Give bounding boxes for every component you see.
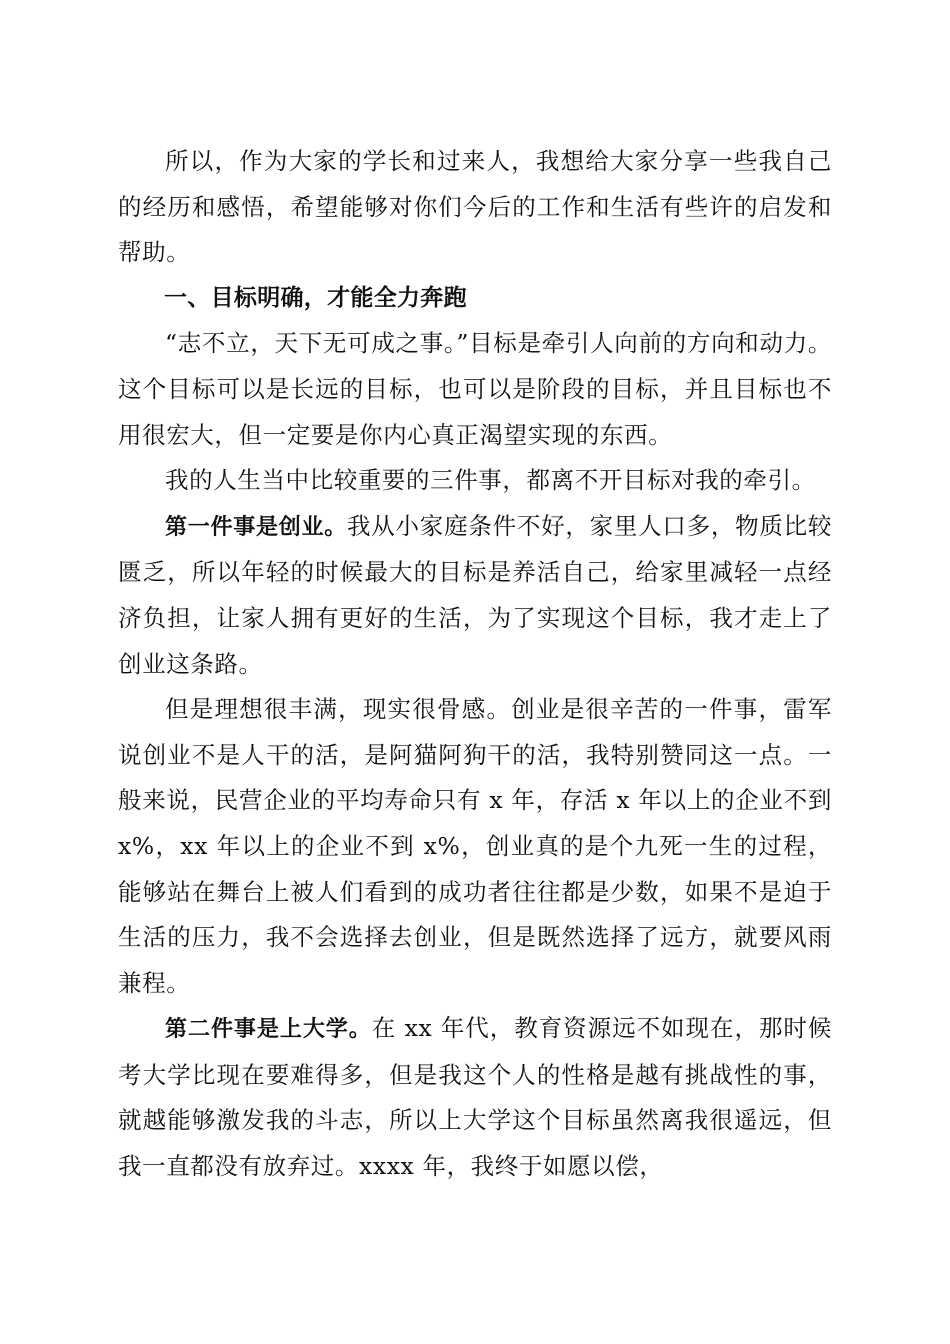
paragraph-university xyxy=(118,1006,832,1189)
section-heading-1: 一、目标明确，才能全力奔跑 xyxy=(164,284,467,311)
paragraph-intro: 所以，作为大家的学长和过来人，我想给大家分享一些我自己的经历和感悟，希望能够对你们今后的工作和生活有些许的启发和帮助。 xyxy=(118,147,832,267)
document-body xyxy=(118,139,832,1190)
paragraph-reality: 但是理想很丰满，现实很骨感。创业是很辛苦的一件事，雷军说创业不是人干的活，是阿猫阿狗干的活，我特别赞同这一点。一般来说，民营企业的平均寿命只有 x 年，存活 x 年以上的企业不到 x%，xx 年以上的企业不到 x%，创业真的是个九死一生的过程，能够站在舞台上被人们看到的成功者往往都是少数，如果不是迫于生活的压力，我不会选择去创业，但是既然选择了远方，就要风雨兼程。 xyxy=(118,695,832,997)
paragraph-entrepreneurship xyxy=(118,504,832,687)
paragraph-body-second: 在 xx 年代，教育资源远不如现在，那时候考大学比现在要难得多，但是我这个人的性格是越有挑战性的事，就越能够激发我的斗志，所以上大学这个目标虽然离我很遥远，但我一直都没有放弃过。xxxx 年，我终于如愿以偿， xyxy=(118,1014,832,1181)
paragraph-quote: “志不立，天下无可成之事。”目标是牵引人向前的方向和动力。这个目标可以是长远的目标，也可以是阶段的目标，并且目标也不用很宏大，但一定要是你内心真正渴望实现的东西。 xyxy=(118,329,832,449)
paragraph-lead-second: 第二件事是上大学。 xyxy=(165,1017,372,1043)
paragraph-lead-first: 第一件事是创业。 xyxy=(165,514,348,540)
paragraph-three-things: 我的人生当中比较重要的三件事，都离不开目标对我的牵引。 xyxy=(165,466,816,495)
paragraph-body-first: 我从小家庭条件不好，家里人口多，物质比较匮乏，所以年轻的时候最大的目标是养活自己，给家里减轻一点经济负担，让家人拥有更好的生活，为了实现这个目标，我才走上了创业这条路。 xyxy=(118,511,832,678)
